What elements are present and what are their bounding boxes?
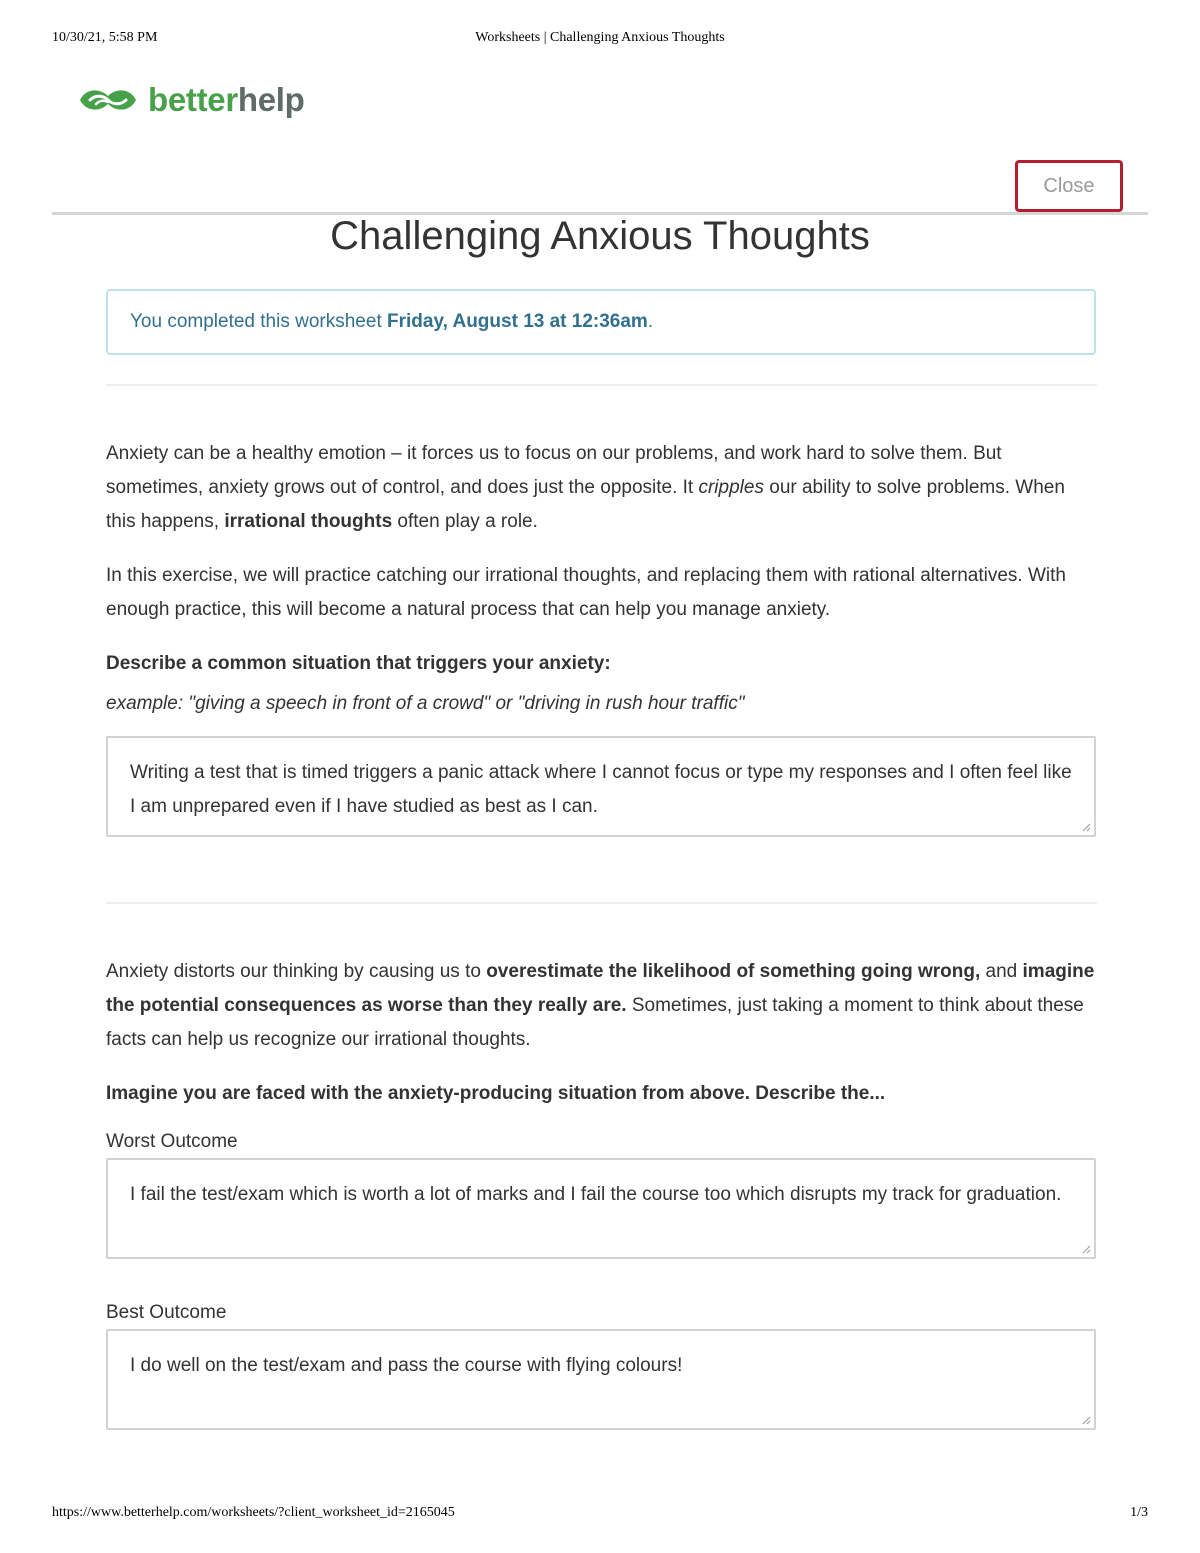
- brand-part-better: better: [148, 81, 238, 118]
- notice-suffix: .: [647, 311, 654, 332]
- worst-outcome-label: Worst Outcome: [106, 1131, 238, 1152]
- outcomes-section: [106, 955, 1096, 1159]
- print-page-title: Worksheets | Challenging Anxious Thoughts: [475, 30, 725, 45]
- intro-text: often play a role.: [392, 511, 538, 532]
- brand-part-help: help: [237, 81, 305, 118]
- notice-prefix: You completed this worksheet: [130, 311, 388, 332]
- intro-strong: irrational thoughts: [224, 511, 393, 532]
- outcomes-prompt: Imagine you are faced with the anxiety-producing situation from above. Describe the...: [106, 1083, 886, 1104]
- section-2-text: Anxiety distorts our thinking by causing us to: [106, 961, 487, 982]
- best-outcome-field[interactable]: [106, 1329, 1096, 1430]
- print-header: [52, 30, 1148, 50]
- intro-paragraph-1: [106, 437, 1096, 539]
- section-2-paragraph: [106, 955, 1096, 1057]
- notice-date: Friday, August 13 at 12:36am: [387, 311, 648, 332]
- resize-handle-icon[interactable]: [1081, 822, 1091, 832]
- worst-outcome-text: I fail the test/exam which is worth a lot of marks and I fail the course too which disrupts my track for graduation.: [130, 1184, 1062, 1205]
- print-page-number: 1/3: [1130, 1505, 1148, 1520]
- intro-section: [106, 437, 1096, 721]
- print-date: 10/30/21, 5:58 PM: [52, 30, 158, 45]
- intro-emphasis: cripples: [698, 477, 764, 498]
- question-1-prompt: Describe a common situation that triggers your anxiety:: [106, 653, 611, 674]
- situation-answer-text: Writing a test that is timed triggers a panic attack where I cannot focus or type my responses and I often feel like I am unprepared even if I have studied as best as I can.: [130, 762, 1072, 817]
- handshake-leaf-icon: [76, 84, 140, 116]
- print-footer: [52, 1505, 1148, 1525]
- section-2-strong: imagine the potential consequences as worse than they really are.: [106, 961, 1095, 1016]
- worst-outcome-field[interactable]: [106, 1158, 1096, 1259]
- page-title: Challenging Anxious Thoughts: [330, 214, 870, 258]
- section-2-text: Sometimes, just taking a moment to think about these facts can help us recognize our irrational thoughts.: [106, 995, 1084, 1050]
- intro-text: Anxiety can be a healthy emotion – it forces us to focus on our problems, and work hard to solve them. But sometimes, anxiety grows out of control, and does just the opposite. It: [106, 443, 1002, 498]
- section-divider: [106, 902, 1097, 904]
- best-outcome-text: I do well on the test/exam and pass the course with flying colours!: [130, 1355, 683, 1376]
- completion-notice: [106, 289, 1096, 355]
- intro-paragraph-2: In this exercise, we will practice catching our irrational thoughts, and replacing them with rational alternatives. With enough practice, this will become a natural process that can help you manage anxiety.: [106, 565, 1066, 620]
- print-url: https://www.betterhelp.com/worksheets/?client_worksheet_id=2165045: [52, 1505, 455, 1520]
- section-divider: [106, 384, 1097, 386]
- situation-answer-field[interactable]: [106, 736, 1096, 837]
- intro-text: our ability to solve problems. When this happens,: [106, 477, 1065, 532]
- question-1-example: example: "giving a speech in front of a crowd" or "driving in rush hour traffic": [106, 693, 745, 714]
- close-button[interactable]: Close: [1015, 160, 1123, 212]
- section-2-text: and: [980, 961, 1023, 982]
- brand-wordmark: [148, 81, 305, 119]
- resize-handle-icon[interactable]: [1081, 1244, 1091, 1254]
- best-outcome-label: Best Outcome: [106, 1302, 227, 1323]
- resize-handle-icon[interactable]: [1081, 1415, 1091, 1425]
- section-2-strong: overestimate the likelihood of something going wrong,: [486, 961, 981, 982]
- betterhelp-logo[interactable]: [76, 78, 305, 122]
- best-outcome-label-wrap: [106, 1296, 1096, 1330]
